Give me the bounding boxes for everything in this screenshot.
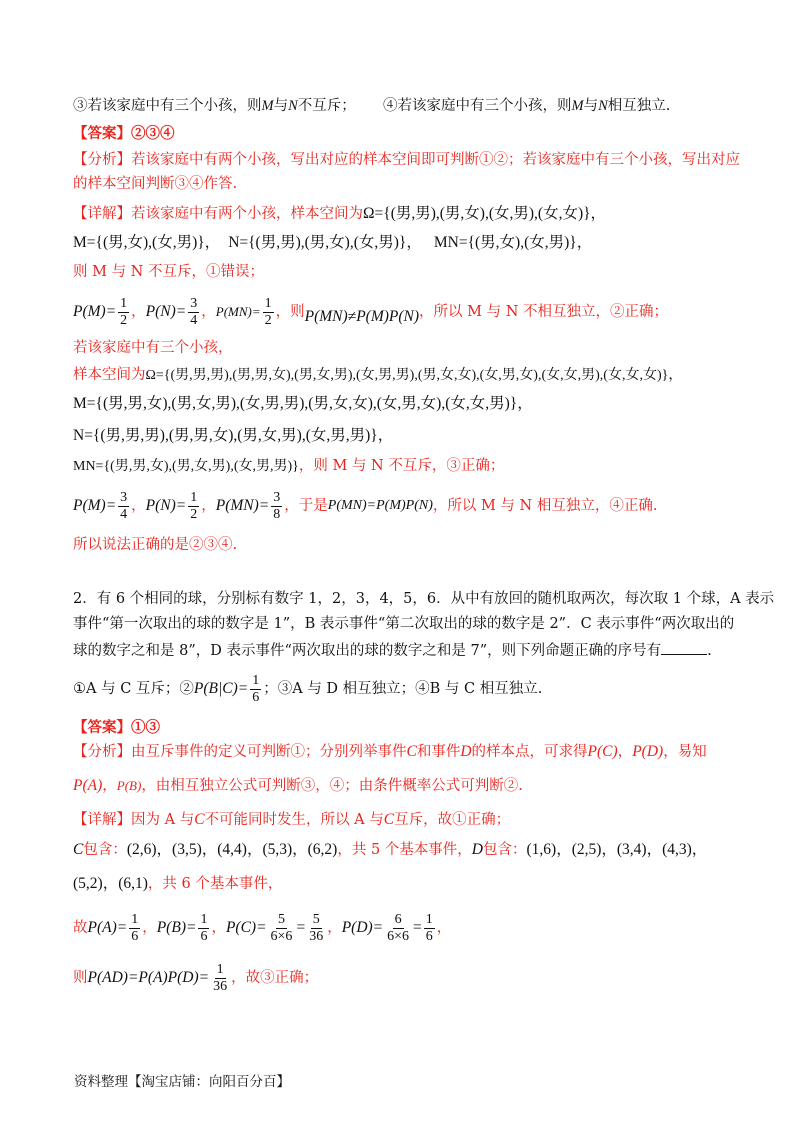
probabilities-abcd: 故 P(A)= $\frac{1}{6}$ ， P(B)= $\frac{1}{6}$ ， P(C)= $\frac{5}{6\times 6}$ = $\frac{5}{36}$ ， P(D)= $\frac{6}{6\times 6}$ = $\frac{1}{6}$ ， [73,911,452,944]
answer-blank [661,640,707,655]
set-mn-three: MN={(男,男,女),(男,女,男),(女,男,男)}，则 M 与 N 不互斥，③正确； [73,458,505,474]
set-m-three: M={(男,男,女),(男,女,男),(女,男,男),(男,女,女),(女,男,女),(女,女,男)}， [73,395,533,412]
independence-ad: 则 P(AD)=P(A)P(D)= $\frac{1}{36}$ ，故③正确； [73,961,319,994]
analysis-1-line1: 【分析】若该家庭中有两个小孩，写出对应的样本空间即可判断①②；若该家庭中有三个小孩，写出对应 [73,152,740,168]
detail-1-line1: 【详解】若该家庭中有两个小孩，样本空间为Ω={(男,男),(男,女),(女,男),(女,女)}， [73,205,607,222]
fraction: $\frac{1}{6}$ [200,911,208,944]
three-kids-line: 若该家庭中有三个小孩， [73,340,233,356]
set-n-three: N={(男,男,男),(男,男,女),(男,女,男),(女,男,男)}， [73,427,394,444]
fraction: $\frac{1}{6}$ [425,911,433,944]
fraction: $\frac{3}{4}$ [120,489,128,522]
question-2-options: ①A 与 C 互斥；② P(B|C)= $\frac{1}{6}$ ；③A 与 D 相互独立；④B 与 C 相互独立. [73,672,543,705]
analysis-1-line2: 的样本空间判断③④作答. [73,176,238,192]
analysis-2-line1: 【分析】由互斥事件的定义可判断①；分别列举事件C和事件D的样本点，可求得P(C)，P(D)，易知 [73,743,707,760]
statement-3-4: ③若该家庭中有三个小孩，则M与N不互斥； ④若该家庭中有三个小孩，则M与N相互独立. [73,98,671,114]
question-2-line2: 事件“第一次取出的球的数字是 1”，B 表示事件“第二次取出的球的数字是 2”．C 表示事件“两次取出的 [73,616,735,632]
fraction: $\frac{1}{2}$ [264,295,272,328]
analysis-2-line2: P(A)，P(B)，由相互独立公式可判断③，④；由条件概率公式可判断②. [73,777,523,794]
fraction: $\frac{1}{6}$ [252,672,260,705]
answer-2: 【答案】①③ [73,719,160,736]
answer-1: 【答案】②③④ [73,125,175,142]
question-2-line3: 球的数字之和是 8”，D 表示事件“两次取出的球的数字之和是 7”，则下列命题正确的序号有 . [73,640,712,661]
fraction: $\frac{5}{36}$ [309,911,324,944]
fraction: $\frac{1}{36}$ [213,961,228,994]
detail-2-line1: 【详解】因为 A 与C不可能同时发生，所以 A 与C互斥，故①正确； [73,811,511,828]
fraction: $\frac{3}{4}$ [190,295,198,328]
fraction: $\frac{1}{6}$ [131,911,139,944]
event-d-points-cont: (5,2)，(6,1)，共 6 个基本事件， [73,875,283,892]
conclusion-1: 所以说法正确的是②③④. [73,537,238,553]
question-2-line1: 2．有 6 个相同的球，分别标有数字 1，2，3，4，5，6．从中有放回的随机取两次，每次取 1 个球，A 表示 [73,591,775,607]
fraction: $\frac{1}{2}$ [190,489,198,522]
sets-two-kids: M={(男,女),(女,男)}， N={(男,男),(男,女),(女,男)}， MN={(男,女),(女,男)}， [73,234,593,251]
fraction: $\frac{5}{6\times 6}$ [270,911,293,944]
fraction: $\frac{6}{6\times 6}$ [387,911,410,944]
fraction: $\frac{1}{2}$ [120,295,128,328]
event-c-d-points: C包含：(2,6)，(3,5)，(4,4)，(5,3)，(6,2)，共 5 个基本事件，D包含：(1,6)，(2,5)，(3,4)，(4,3)， [73,841,708,858]
footer-source: 资料整理【淘宝店铺：向阳百分百】 [74,1074,290,1090]
probabilities-two-kids: P(M)= $\frac{1}{2}$ ， P(N)= $\frac{3}{4}$ ， P(MN)= $\frac{1}{2}$ ，则 P(MN)≠P(M)P(N) ，所以 M 与 N 不相互独立，②正确； [73,295,669,328]
sample-space-three: 样本空间为Ω={(男,男,男),(男,男,女),(男,女,男),(女,男,男),(男,女,女),(女,男,女),(女,女,男),(女,女,女)}， [73,367,683,383]
probabilities-three-kids: P(M)= $\frac{3}{4}$ ， P(N)= $\frac{1}{2}$ ， P(MN)= $\frac{3}{8}$ ，于是 P(MN)=P(M)P(N) ，所以 M 与 N 相互独立，④正确. [73,489,658,522]
not-exclusive-line: 则 M 与 N 不互斥，①错误； [73,264,264,280]
fraction: $\frac{3}{8}$ [273,489,281,522]
